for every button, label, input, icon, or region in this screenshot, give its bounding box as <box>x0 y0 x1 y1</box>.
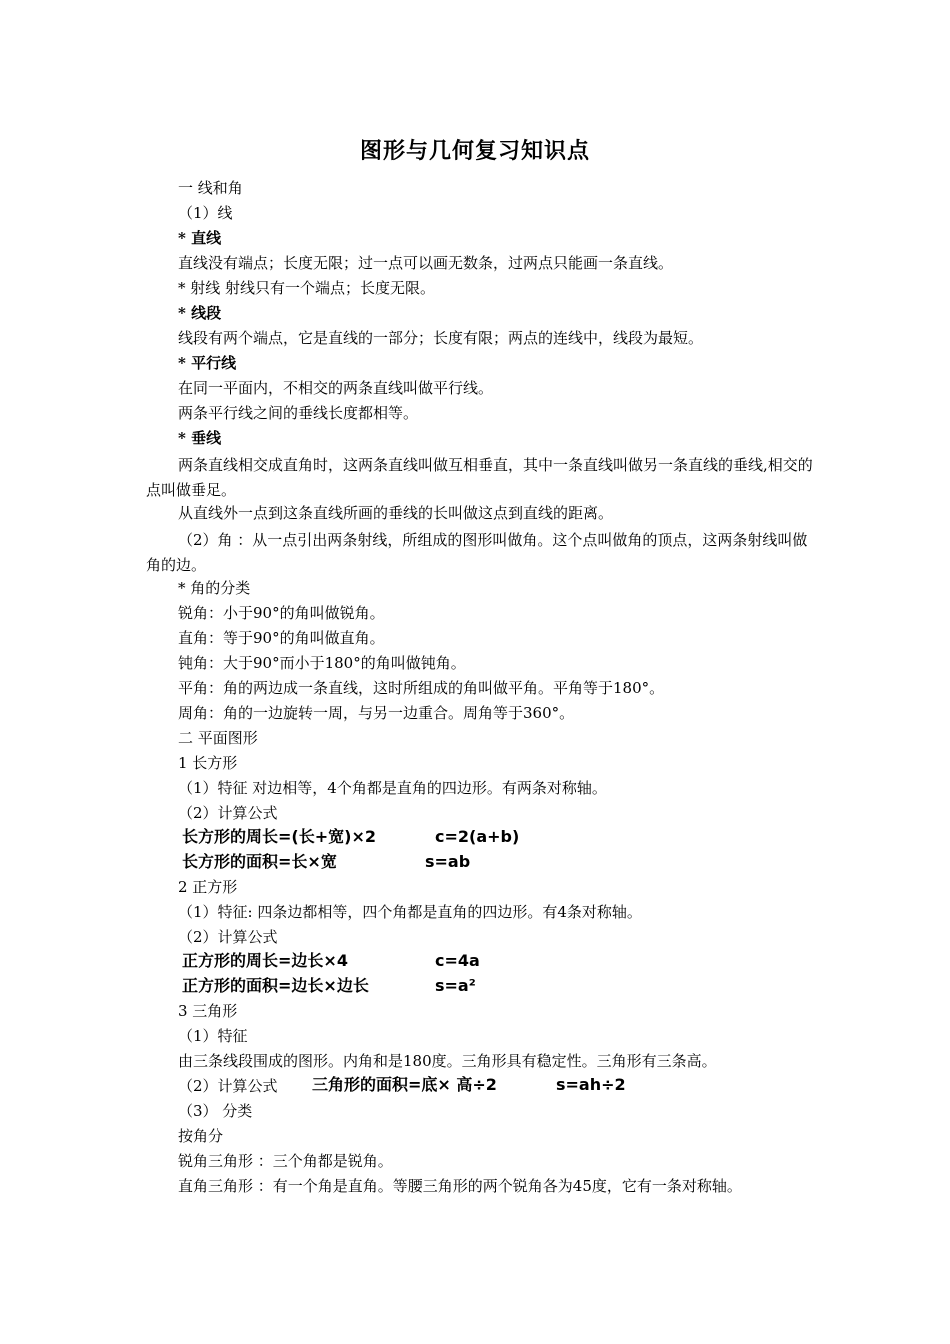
subheading-rectangle: 1 长方形 <box>178 754 238 772</box>
formula-square-perimeter: 正方形的周长=边长×4 <box>182 951 348 970</box>
paragraph: （1）特征 <box>178 1027 248 1045</box>
item-segment: * 线段 <box>178 304 222 322</box>
paragraph: 锐角三角形 ：三个角都是锐角。 <box>178 1152 393 1170</box>
formula-triangle-area-short: s=ah÷2 <box>556 1075 626 1094</box>
paragraph: 平角：角的两边成一条直线，这时所组成的角叫做平角。平角等于180°。 <box>178 679 665 697</box>
formula-rect-area: 长方形的面积=长×宽 <box>182 852 337 871</box>
paragraph: 按角分 <box>178 1127 224 1145</box>
paragraph: 直角三角形 ：有一个角是直角。等腰三角形的两个锐角各为45度，它有一条对称轴。 <box>178 1177 742 1195</box>
paragraph: 直角：等于90°的角叫做直角。 <box>178 629 385 647</box>
formula-rect-perimeter: 长方形的周长=(长+宽)×2 <box>182 827 376 846</box>
paragraph: （2）计算公式 <box>178 928 278 946</box>
paragraph: 从直线外一点到这条直线所画的垂线的长叫做这点到直线的距离。 <box>178 504 614 522</box>
paragraph: 两条平行线之间的垂线长度都相等。 <box>178 404 419 422</box>
paragraph: 周角：角的一边旋转一周，与另一边重合。周角等于360°。 <box>178 704 575 722</box>
subheading-lines: （1）线 <box>178 204 233 222</box>
formula-rect-perimeter-short: c=2(a+b) <box>435 827 520 846</box>
item-ray: * 射线 射线只有一个端点；长度无限。 <box>178 279 436 297</box>
page-title: 图形与几何复习知识点 <box>359 139 590 164</box>
paragraph: 钝角：大于90°而小于180°的角叫做钝角。 <box>178 654 466 672</box>
subheading-angle: （2）角 ：从一点引出两条射线，所组成的图形叫做角。这个点叫做角的顶点，这两条射线叫做角的边。 <box>146 531 808 574</box>
paragraph: 直线没有端点；长度无限；过一点可以画无数条，过两点只能画一条直线。 <box>178 254 674 272</box>
paragraph: 锐角：小于90°的角叫做锐角。 <box>178 604 385 622</box>
formula-triangle-area: 三角形的面积=底× 高÷2 <box>312 1075 497 1094</box>
item-angle-classes: * 角的分类 <box>178 579 251 597</box>
subheading-square: 2 正方形 <box>178 878 238 896</box>
paragraph: 由三条线段围成的图形。内角和是180度。三角形具有稳定性。三角形有三条高。 <box>178 1052 717 1070</box>
paragraph: 线段有两个端点，它是直线的一部分；长度有限；两点的连线中，线段为最短。 <box>178 329 704 347</box>
paragraph: （1）特征 对边相等，4个角都是直角的四边形。有两条对称轴。 <box>178 779 607 797</box>
paragraph: （2）计算公式 <box>178 1077 278 1095</box>
formula-rect-area-short: s=ab <box>425 852 471 871</box>
paragraph: 两条直线相交成直角时，这两条直线叫做互相垂直，其中一条直线叫做另一条直线的垂线,相交的点叫做垂足。 <box>146 456 813 499</box>
item-straight-line: * 直线 <box>178 229 222 247</box>
item-parallel: * 平行线 <box>178 354 237 372</box>
formula-square-area-short: s=a² <box>435 976 476 995</box>
formula-square-perimeter-short: c=4a <box>435 951 480 970</box>
paragraph: （2）计算公式 <box>178 804 278 822</box>
item-perpendicular: * 垂线 <box>178 429 222 447</box>
paragraph: （1）特征: 四条边都相等，四个角都是直角的四边形。有4条对称轴。 <box>178 903 642 921</box>
section-heading-plane-figures: 二 平面图形 <box>178 729 258 747</box>
subheading-triangle: 3 三角形 <box>178 1002 238 1020</box>
paragraph: 在同一平面内，不相交的两条直线叫做平行线。 <box>178 379 494 397</box>
formula-square-area: 正方形的面积=边长×边长 <box>182 976 369 995</box>
paragraph: （3） 分类 <box>178 1102 253 1120</box>
section-heading-lines-angles: 一 线和角 <box>178 179 243 197</box>
